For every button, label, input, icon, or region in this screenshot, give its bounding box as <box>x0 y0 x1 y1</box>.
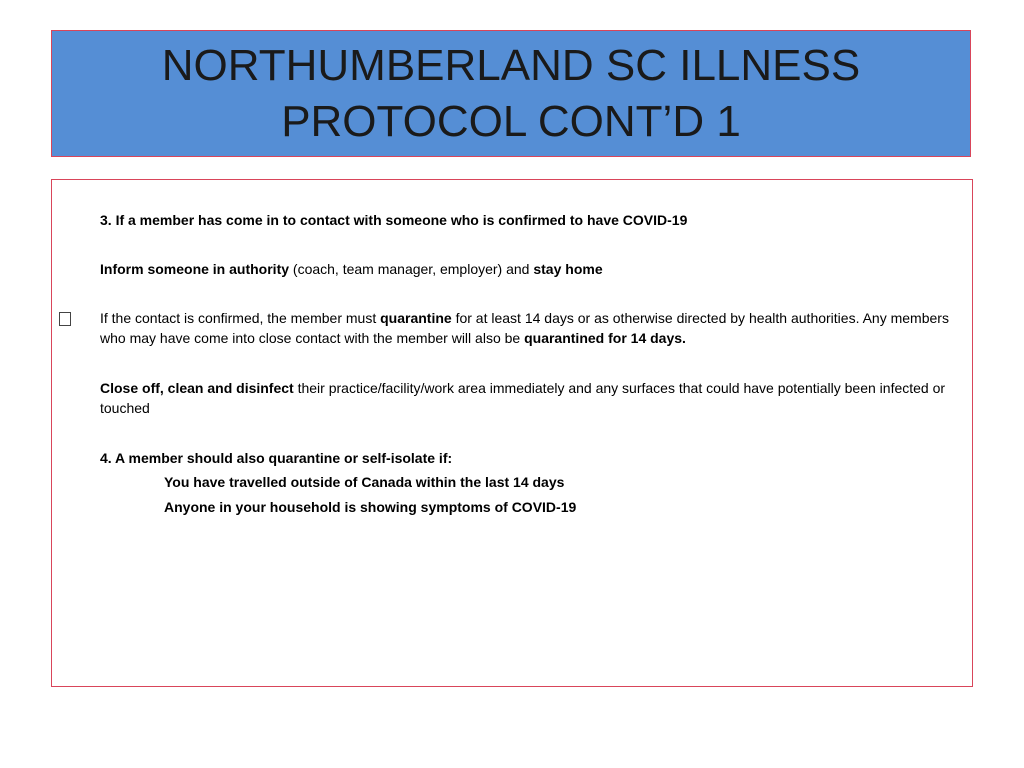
list-item-household-symptoms <box>164 497 964 517</box>
household-symptoms-text: Anyone in your household is showing symptoms of COVID-19 <box>164 499 577 515</box>
slide-title <box>162 38 860 150</box>
self-isolate-heading-text: 4. A member should also quarantine or self-isolate if: <box>100 450 453 466</box>
quarantine-text-1: If the contact is confirmed, the member must <box>100 310 381 326</box>
inform-authority-text: (coach, team manager, employer) and <box>289 261 534 277</box>
paragraph-inform-authority <box>100 259 964 279</box>
disinfect-bold: Close off, clean and disinfect <box>100 380 294 396</box>
slide-title-line-1: NORTHUMBERLAND SC ILLNESS <box>161 40 861 90</box>
contact-heading-text: 3. If a member has come in to contact with someone who is confirmed to have COVID-19 <box>100 212 688 228</box>
paragraph-self-isolate-heading <box>100 448 964 468</box>
paragraph-contact-heading <box>100 210 964 230</box>
quarantine-text-2: for at least 14 days or as otherwise directed by health authorities. Any members who may have come into close contact with the member will also be <box>100 310 949 346</box>
quarantine-bold: quarantine <box>380 310 452 326</box>
missing-glyph-bullet-icon <box>59 312 71 326</box>
disinfect-text: their practice/facility/work area immediately and any surfaces that could have potentially been infected or touched <box>100 380 946 416</box>
slide-content-box <box>51 179 973 687</box>
stay-home-bold: stay home <box>533 261 603 277</box>
inform-authority-bold: Inform someone in authority <box>100 261 290 277</box>
slide-title-line-2: PROTOCOL CONT’D 1 <box>281 96 741 146</box>
travelled-text: You have travelled outside of Canada within the last 14 days <box>164 474 565 490</box>
slide-title-box <box>51 30 971 157</box>
paragraph-quarantine <box>100 308 964 348</box>
list-item-travelled <box>164 472 964 492</box>
paragraph-disinfect <box>100 378 964 418</box>
quarantined-14-days-bold: quarantined for 14 days. <box>524 330 686 346</box>
